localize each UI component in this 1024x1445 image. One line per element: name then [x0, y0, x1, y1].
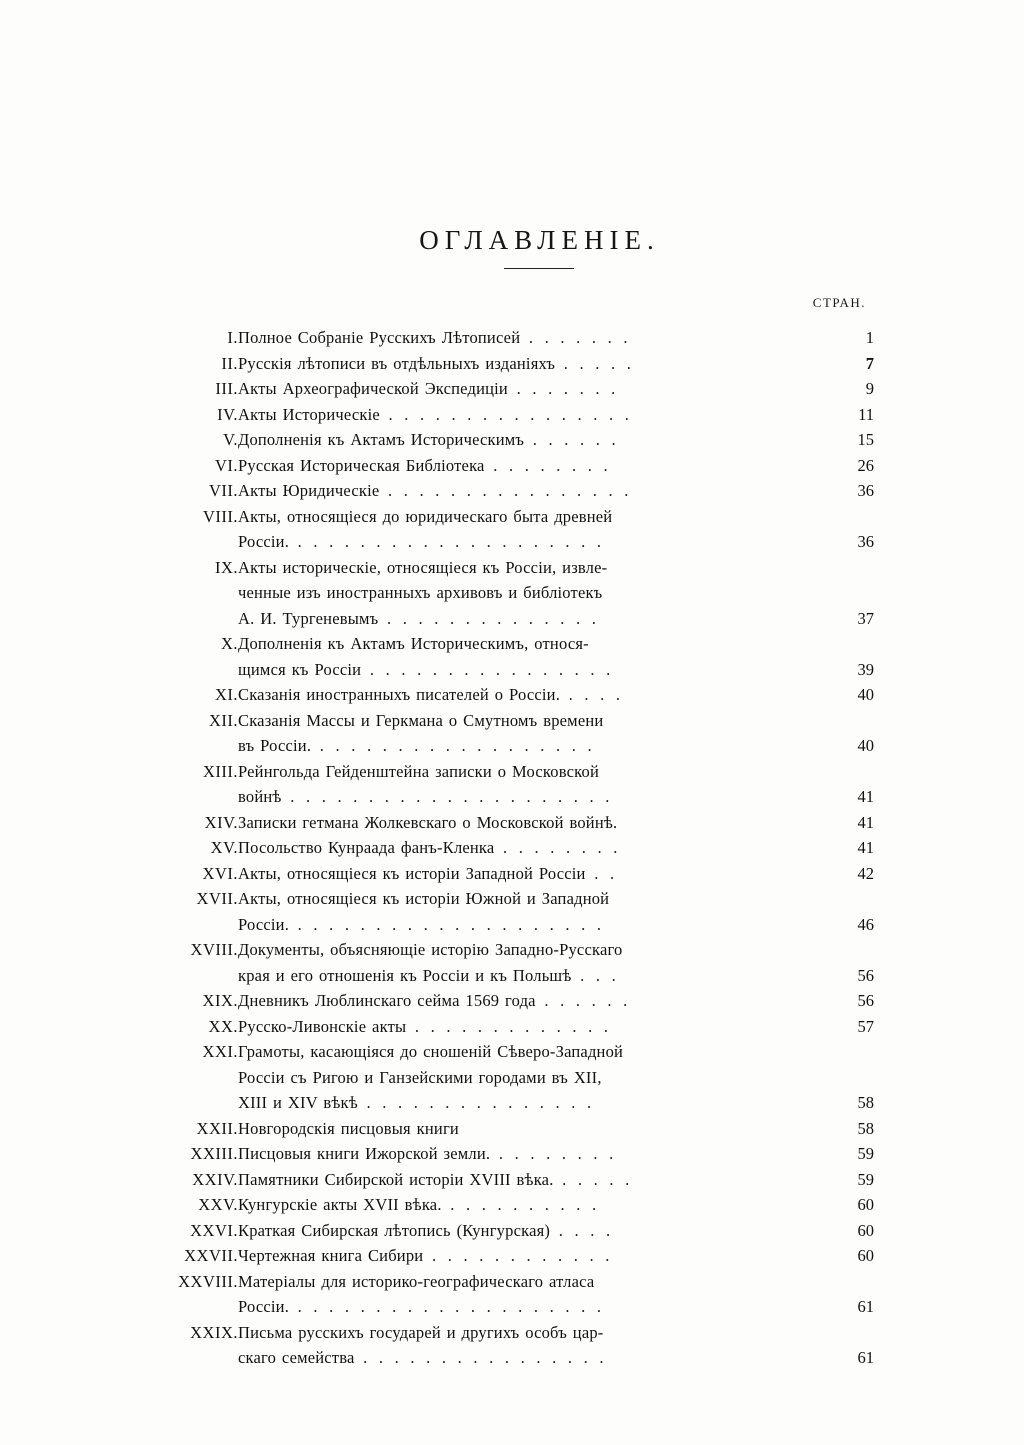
toc-page-number: 58 — [857, 1118, 874, 1138]
toc-leader-dots: . . . . . . . — [507, 379, 619, 398]
toc-entry-number: XXIX. — [190, 1322, 238, 1342]
toc-page-number: 26 — [857, 455, 874, 475]
toc-entry-title-text: Россіи. — [238, 1297, 290, 1316]
toc-entry-title[interactable] — [238, 1014, 804, 1040]
toc-leader-dots: . . — [585, 863, 618, 883]
toc-page-number — [804, 886, 874, 912]
toc-row[interactable] — [150, 478, 874, 504]
toc-entry-title-text: Кунгурскіе акты XVII вѣка. — [238, 1195, 442, 1214]
toc-entry-title-text: Дополненія къ Актамъ Историческимъ — [238, 430, 525, 449]
toc-row[interactable] — [150, 835, 874, 861]
toc-row-continuation[interactable] — [150, 1345, 874, 1371]
toc-entry-number: XXII. — [196, 1118, 238, 1138]
toc-page-number — [804, 580, 874, 606]
toc-entry-title[interactable] — [238, 759, 804, 785]
toc-row-continuation[interactable] — [150, 606, 874, 632]
toc-leader-dots: . . . . . . . . . . . . . . . — [357, 1093, 595, 1112]
toc-entry-title-text: края и его отношенія къ Россіи и къ Польшѣ — [238, 965, 572, 985]
toc-row[interactable] — [150, 988, 874, 1014]
toc-entry-number: XXVII. — [184, 1246, 238, 1265]
toc-leader-dots: . . . . . . . . . . . . . . . . . . . . — [289, 1297, 605, 1316]
toc-page-number: 1 — [865, 328, 874, 347]
toc-entry-title-text: А. И. Тургеневымъ — [238, 608, 379, 628]
toc-entry-number — [150, 784, 238, 810]
toc-leader-dots: . . . . . . . — [520, 328, 631, 347]
toc-entry-title-text: Посольство Кунраада фанъ-Кленка — [238, 838, 495, 857]
toc-leader-dots: . . . . . . . . . . . . . — [406, 1016, 612, 1036]
toc-entry-title[interactable] — [238, 1294, 804, 1320]
toc-page-number: 58 — [857, 1093, 874, 1112]
toc-leader-dots: . . . . . . . . — [490, 1144, 617, 1163]
toc-entry-title[interactable] — [238, 631, 804, 657]
toc-entry-title[interactable] — [238, 1141, 804, 1167]
toc-entry-title[interactable] — [238, 1269, 804, 1295]
page-column-header: СТРАН. — [812, 295, 866, 310]
toc-page-number: 7 — [865, 353, 874, 373]
toc-entry-title-text: Краткая Сибирская лѣтопись (Кунгурская) — [238, 1220, 551, 1240]
toc-entry-title-text: XIII и XIV вѣкѣ — [238, 1093, 358, 1112]
toc-row[interactable] — [150, 504, 874, 530]
toc-entry-title[interactable] — [238, 1243, 804, 1269]
toc-entry-title-text: щимся къ Россіи — [238, 659, 362, 679]
toc-leader-dots: . . . . . . . . — [484, 455, 611, 475]
toc-entry-number — [150, 733, 238, 759]
toc-entry-number — [150, 1090, 238, 1116]
toc-entry-title[interactable] — [238, 325, 804, 351]
toc-row[interactable] — [150, 1167, 874, 1193]
toc-entry-number — [150, 606, 238, 632]
toc-page-number: 57 — [857, 1016, 874, 1036]
toc-row[interactable] — [150, 631, 874, 657]
toc-entry-title-text: Акты Историческіе — [238, 404, 380, 424]
toc-leader-dots: . . . . . . . . . . . . . . . . . . — [311, 736, 595, 755]
toc-entry-number — [150, 529, 238, 555]
toc-page-number: 11 — [858, 404, 874, 424]
toc-leader-dots: . . . . . — [553, 1169, 633, 1189]
toc-entry-title[interactable] — [238, 606, 804, 632]
table-of-contents — [150, 325, 874, 1371]
toc-leader-dots: . . . . . . . . . . . . . . . . . . . . — [289, 532, 605, 551]
toc-entry-title[interactable] — [238, 708, 804, 734]
toc-page-number — [804, 555, 874, 581]
toc-row[interactable] — [150, 555, 874, 581]
toc-entry-title[interactable] — [238, 1090, 804, 1116]
toc-leader-dots: . . . . . . . . . . . . . . — [378, 608, 599, 628]
toc-page-number: 40 — [857, 736, 874, 755]
toc-leader-dots: . . . . . . . . . . . . . . . . — [379, 404, 632, 424]
toc-row-continuation[interactable] — [150, 1090, 874, 1116]
toc-entry-title-text: Акты историческіе, относящіеся къ Россіи, извле- — [238, 557, 608, 577]
toc-row[interactable] — [150, 1320, 874, 1346]
toc-row[interactable] — [150, 861, 874, 887]
toc-leader-dots: . . . . — [550, 1220, 614, 1240]
toc-entry-number — [150, 1294, 238, 1320]
page-content — [150, 225, 874, 1371]
toc-page-number: 61 — [857, 1348, 874, 1367]
toc-entry-number: IX. — [214, 557, 238, 577]
toc-entry-title[interactable] — [238, 529, 804, 555]
toc-entry-number: XXIII. — [190, 1144, 238, 1163]
toc-entry-title-text: Чертежная книга Сибири — [238, 1246, 424, 1265]
toc-body — [150, 325, 874, 1371]
toc-entry-title-text: Русско-Ливонскіе акты — [238, 1016, 407, 1036]
toc-entry-number: X. — [220, 634, 238, 653]
toc-leader-dots: . . . — [571, 965, 619, 985]
toc-leader-dots: . . . . . — [555, 353, 634, 373]
toc-entry-title[interactable] — [238, 1065, 804, 1091]
toc-entry-title[interactable] — [238, 963, 804, 989]
toc-entry-number: VI. — [214, 455, 238, 475]
toc-entry-title-text: Писцовыя книги Ижорской земли. — [238, 1144, 491, 1163]
toc-entry-title[interactable] — [238, 478, 804, 504]
toc-entry-number: VIII. — [202, 506, 238, 526]
toc-row[interactable] — [150, 402, 874, 428]
toc-row[interactable] — [150, 1039, 874, 1065]
toc-entry-title[interactable] — [238, 580, 804, 606]
toc-entry-number: XI. — [214, 685, 238, 704]
toc-entry-title[interactable] — [238, 1320, 804, 1346]
toc-entry-title-text: Сказанія иностранныхъ писателей о Россіи. — [238, 685, 561, 704]
toc-entry-title[interactable] — [238, 351, 804, 377]
toc-leader-dots: . . . . . . . . . . . . . . . . . . . . . — [281, 787, 613, 806]
toc-entry-title[interactable] — [238, 835, 804, 861]
toc-entry-title-text: Россіи. — [238, 914, 290, 934]
toc-entry-title-text: Рейнгольда Гейденштейна записки о Московской — [238, 761, 599, 781]
toc-entry-title-text: Акты, относящіеся къ исторіи Западной Россіи — [238, 863, 586, 883]
toc-entry-number: IV. — [217, 404, 238, 424]
toc-leader-dots: . . . . . . . . . . . . . . . . . . . . — [289, 914, 605, 934]
toc-page-number: 41 — [857, 838, 874, 857]
toc-leader-dots: . . . . . . . . . . . . — [423, 1246, 613, 1265]
toc-page-number — [804, 708, 874, 734]
toc-page-number: 36 — [857, 532, 874, 551]
toc-entry-title-text: Акты, относящіеся къ исторіи Южной и Западной — [238, 889, 610, 908]
toc-entry-number: XXVI. — [190, 1220, 238, 1240]
toc-entry-title[interactable] — [238, 1167, 804, 1193]
toc-leader-dots: . . . . . . . . — [494, 838, 621, 857]
toc-entry-title-text: Записки гетмана Жолкевскаго о Московской войнѣ. — [238, 812, 618, 832]
toc-page-number — [804, 1065, 874, 1091]
toc-entry-number — [150, 580, 238, 606]
toc-entry-title[interactable] — [238, 1039, 804, 1065]
toc-page-number — [804, 937, 874, 963]
toc-row[interactable] — [150, 682, 874, 708]
toc-entry-number: XIII. — [202, 761, 238, 781]
toc-row[interactable] — [150, 1192, 874, 1218]
toc-entry-title-text: войнѣ — [238, 787, 282, 806]
toc-entry-title-text: Россіи съ Ригою и Ганзейскими городами въ XII, — [238, 1067, 602, 1087]
toc-entry-title[interactable] — [238, 1116, 804, 1142]
toc-entry-title[interactable] — [238, 937, 804, 963]
toc-page-number — [804, 1039, 874, 1065]
toc-entry-title-text: Русская Историческая Библіотека — [238, 455, 485, 475]
toc-page-number: 41 — [857, 812, 874, 832]
toc-entry-title-text: Памятники Сибирской исторіи XVIII вѣка. — [238, 1169, 554, 1189]
toc-row-continuation[interactable] — [150, 1065, 874, 1091]
toc-entry-title-text: ченные изъ иностранныхъ архивовъ и библіотекъ — [238, 583, 603, 602]
toc-entry-number: XII. — [208, 710, 238, 730]
toc-page-number — [804, 504, 874, 530]
toc-leader-dots: . . . . — [560, 685, 624, 704]
toc-entry-title[interactable] — [238, 1218, 804, 1244]
toc-page-number: 39 — [857, 659, 874, 679]
toc-leader-dots: . . . . . . . . . . — [441, 1195, 600, 1214]
toc-page-number — [804, 1320, 874, 1346]
toc-entry-title[interactable] — [238, 682, 804, 708]
toc-leader-dots: . . . . . . — [535, 991, 631, 1010]
toc-row-continuation[interactable] — [150, 529, 874, 555]
toc-entry-title[interactable] — [238, 657, 804, 683]
toc-entry-number: III. — [215, 379, 238, 398]
toc-leader-dots: . . . . . . . . . . . . . . . . — [379, 481, 632, 500]
toc-entry-number: XVI. — [202, 863, 238, 883]
toc-entry-number: XVIII. — [190, 940, 238, 959]
toc-entry-title-text: Дневникъ Люблинскаго сейма 1569 года — [238, 991, 536, 1010]
toc-entry-number — [150, 963, 238, 989]
toc-row[interactable] — [150, 376, 874, 402]
toc-page-number — [804, 759, 874, 785]
toc-entry-number: XX. — [208, 1016, 238, 1036]
toc-row[interactable] — [150, 937, 874, 963]
toc-page-number — [804, 1269, 874, 1295]
toc-entry-title-text: въ Россіи. — [238, 736, 312, 755]
toc-entry-title[interactable] — [238, 861, 804, 887]
toc-page-number: 37 — [857, 608, 874, 628]
toc-row[interactable] — [150, 810, 874, 836]
toc-row[interactable] — [150, 708, 874, 734]
toc-entry-number — [150, 1065, 238, 1091]
toc-row[interactable] — [150, 427, 874, 453]
toc-entry-number: XIV. — [204, 812, 238, 832]
toc-entry-number: II. — [221, 353, 238, 373]
toc-page-number: 61 — [857, 1297, 874, 1316]
toc-entry-number: XXIV. — [192, 1169, 238, 1189]
toc-page-number: 46 — [857, 914, 874, 934]
toc-row[interactable] — [150, 1218, 874, 1244]
toc-entry-title[interactable] — [238, 427, 804, 453]
toc-row-continuation[interactable] — [150, 912, 874, 938]
toc-entry-title-text: Письма русскихъ государей и другихъ особъ цар- — [238, 1322, 604, 1342]
toc-entry-title-text: Акты Археографической Экспедиціи — [238, 379, 508, 398]
toc-entry-title[interactable] — [238, 1345, 804, 1371]
toc-page-number: 56 — [857, 991, 874, 1010]
toc-page-number: 9 — [865, 379, 874, 398]
toc-entry-number: V. — [223, 430, 238, 449]
toc-entry-number: VII. — [208, 481, 238, 500]
toc-entry-number — [150, 1345, 238, 1371]
toc-entry-title[interactable] — [238, 555, 804, 581]
toc-row-continuation[interactable] — [150, 580, 874, 606]
page-title: ОГЛАВЛЕНІЕ. — [419, 225, 660, 255]
toc-entry-title[interactable] — [238, 988, 804, 1014]
toc-leader-dots: . . . . . . — [524, 430, 619, 449]
toc-row-continuation[interactable] — [150, 1294, 874, 1320]
toc-row[interactable] — [150, 325, 874, 351]
toc-page-number: 59 — [857, 1144, 874, 1163]
toc-entry-title-text: Матеріалы для историко-географическаго атласа — [238, 1271, 595, 1291]
toc-entry-number — [150, 657, 238, 683]
toc-page-number: 40 — [857, 685, 874, 704]
toc-entry-title[interactable] — [238, 912, 804, 938]
toc-row-continuation[interactable] — [150, 733, 874, 759]
toc-page-number: 36 — [857, 481, 874, 500]
toc-page-number: 60 — [857, 1195, 874, 1214]
toc-entry-title-text: Полное Собраніе Русскихъ Лѣтописей — [238, 328, 521, 347]
toc-row[interactable] — [150, 1141, 874, 1167]
toc-entry-number: XXI. — [202, 1042, 238, 1061]
toc-page-number: 56 — [857, 965, 874, 985]
toc-row[interactable] — [150, 1269, 874, 1295]
toc-entry-number: XIX. — [202, 991, 238, 1010]
toc-entry-title-text: Акты, относящіеся до юридическаго быта древней — [238, 506, 613, 526]
toc-entry-title[interactable] — [238, 810, 804, 836]
toc-page-number: 59 — [857, 1169, 874, 1189]
toc-entry-number: XXVIII. — [178, 1271, 238, 1291]
toc-entry-title-text: Русскія лѣтописи въ отдѣльныхъ изданіяхъ — [238, 353, 556, 373]
toc-row[interactable] — [150, 453, 874, 479]
toc-row[interactable] — [150, 1243, 874, 1269]
toc-row-continuation[interactable] — [150, 657, 874, 683]
toc-entry-title-text: Акты Юридическіе — [238, 481, 380, 500]
toc-entry-number — [150, 912, 238, 938]
toc-entry-title[interactable] — [238, 402, 804, 428]
toc-entry-title[interactable] — [238, 733, 804, 759]
toc-page-number: 60 — [857, 1220, 874, 1240]
toc-row-continuation[interactable] — [150, 784, 874, 810]
toc-row-continuation[interactable] — [150, 963, 874, 989]
toc-page-number — [804, 631, 874, 657]
toc-entry-title-text: Документы, объясняющіе исторію Западно-Русскаго — [238, 940, 623, 959]
toc-row[interactable] — [150, 886, 874, 912]
toc-entry-title[interactable] — [238, 886, 804, 912]
toc-page-number: 60 — [857, 1246, 874, 1265]
title-divider — [504, 268, 574, 269]
toc-entry-number: XV. — [210, 838, 238, 857]
toc-row[interactable] — [150, 1014, 874, 1040]
toc-entry-number: XXV. — [198, 1195, 238, 1214]
toc-entry-title[interactable] — [238, 453, 804, 479]
toc-entry-title-text: скаго семейства — [238, 1348, 355, 1367]
toc-entry-title-text: Россіи. — [238, 532, 290, 551]
toc-page-number: 15 — [857, 430, 874, 449]
toc-row[interactable] — [150, 351, 874, 377]
toc-entry-title[interactable] — [238, 504, 804, 530]
toc-entry-title-text: Новгородскія писцовыя книги — [238, 1118, 459, 1138]
toc-row[interactable] — [150, 759, 874, 785]
toc-entry-title[interactable] — [238, 376, 804, 402]
toc-entry-number: XVII. — [196, 889, 238, 908]
toc-entry-title-text: Сказанія Массы и Геркмана о Смутномъ времени — [238, 710, 604, 730]
toc-page-number: 42 — [857, 863, 874, 883]
toc-entry-title-text: Грамоты, касающіяся до сношеній Сѣверо-Западной — [238, 1042, 624, 1061]
toc-entry-number: I. — [227, 328, 238, 347]
toc-entry-title[interactable] — [238, 1192, 804, 1218]
toc-row[interactable] — [150, 1116, 874, 1142]
toc-entry-title[interactable] — [238, 784, 804, 810]
toc-leader-dots: . . . . . . . . . . . . . . . . — [361, 659, 614, 679]
toc-page-number: 41 — [857, 787, 874, 806]
toc-entry-title-text: Дополненія къ Актамъ Историческимъ, относя- — [238, 634, 589, 653]
toc-leader-dots: . . . . . . . . . . . . . . . . — [354, 1348, 607, 1367]
